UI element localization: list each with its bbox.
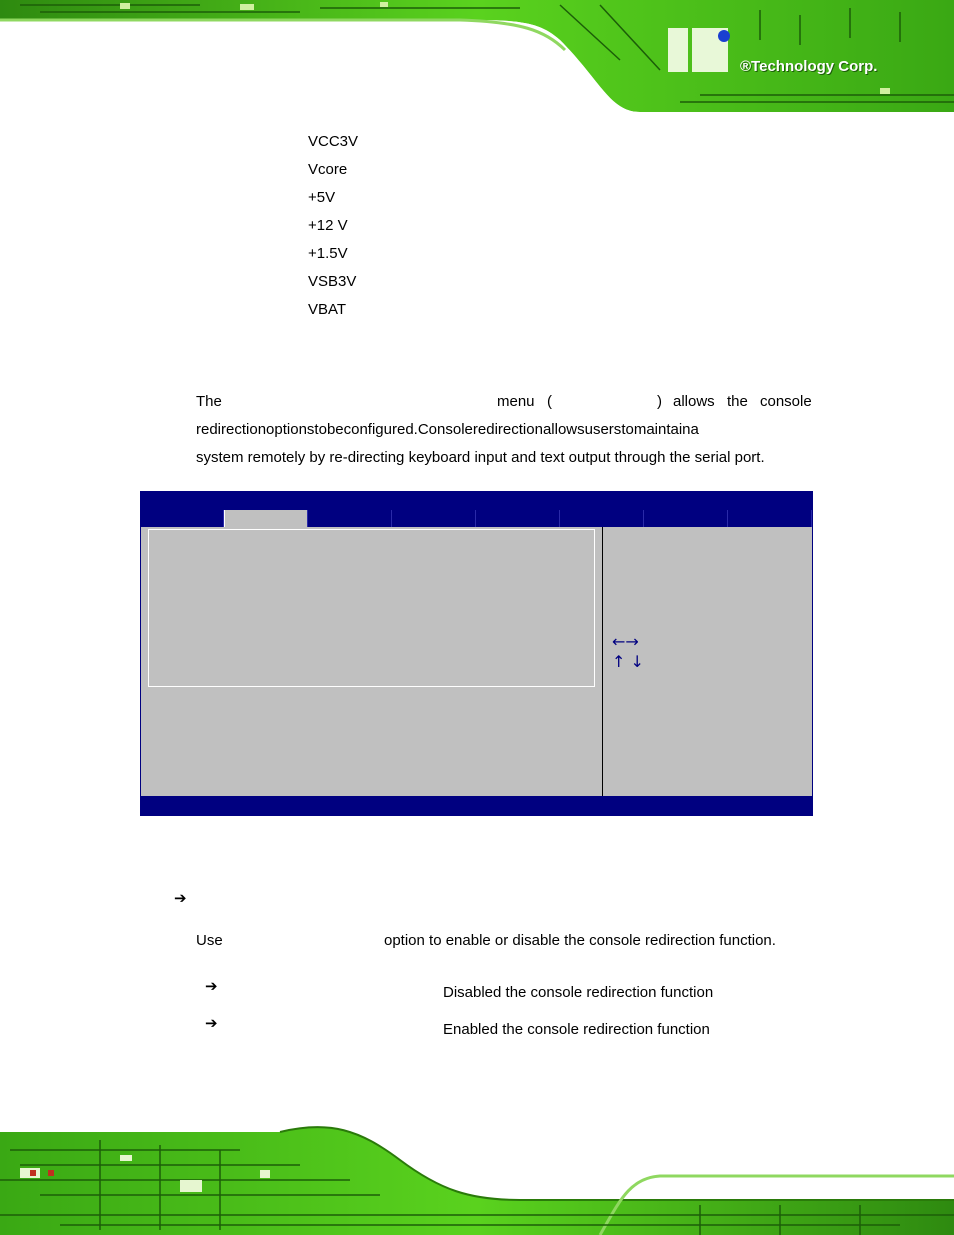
header-banner: [0, 0, 954, 112]
intro-paren-close: ): [657, 393, 662, 410]
intro-word: redirection: [472, 421, 543, 438]
intro-line2-text: [196, 416, 814, 444]
intro-allows: allows: [673, 393, 715, 410]
intro-line2: [196, 416, 814, 444]
bios-tab[interactable]: [141, 510, 224, 527]
voltage-item: Vcore: [308, 161, 348, 178]
intro-line3: system remotely by re-directing keyboard input and text output through the serial port.: [196, 449, 765, 466]
intro-the: The: [196, 393, 222, 410]
setting-description: Enabled the console redirection function: [443, 1021, 710, 1038]
setting-arrow-icon: ➔: [205, 977, 218, 995]
bios-tab[interactable]: [560, 510, 644, 527]
bios-tab[interactable]: [728, 510, 812, 527]
footer-banner: [0, 1120, 954, 1235]
bios-tab[interactable]: [308, 510, 392, 527]
intro-paren-open: (: [547, 393, 552, 410]
intro-word: allows: [542, 421, 585, 438]
bullet-arrow-icon: ➔: [174, 889, 187, 907]
bios-title-bar: [141, 492, 812, 510]
left-right-arrow-icon: ←→: [612, 632, 639, 651]
intro-word: options: [266, 421, 315, 438]
bios-tab[interactable]: [476, 510, 560, 527]
bios-tab[interactable]: [644, 510, 728, 527]
setting-arrow-icon: ➔: [205, 1014, 218, 1032]
setting-description: Disabled the console redirection function: [443, 984, 714, 1001]
intro-word: redirection: [196, 421, 267, 438]
intro-word: be: [326, 421, 344, 438]
intro-the2: the: [727, 393, 748, 410]
bios-tab-active[interactable]: [224, 510, 308, 527]
intro-word: users: [584, 421, 622, 438]
intro-word: Console: [417, 421, 473, 438]
bios-main-panel: [141, 527, 603, 797]
use-text: Use: [196, 932, 223, 949]
voltage-item: +5V: [308, 189, 336, 206]
voltage-item: VBAT: [308, 301, 347, 318]
bios-status-bar: [141, 796, 812, 815]
up-down-arrow-icon: ↑ ↓: [612, 652, 644, 671]
intro-word: a: [690, 421, 699, 438]
use-description: option to enable or disable the console redirection function.: [384, 932, 776, 949]
intro-word: maintain: [633, 421, 691, 438]
intro-console: console: [760, 393, 812, 410]
voltage-item: VSB3V: [308, 273, 357, 290]
bios-menu-bar: [141, 510, 812, 527]
intro-word: to: [314, 421, 327, 438]
intro-word: to: [621, 421, 634, 438]
voltage-item: +1.5V: [308, 245, 348, 262]
bios-tab[interactable]: [392, 510, 476, 527]
company-name: ®Technology Corp.: [740, 58, 878, 75]
bios-help-panel: [604, 527, 812, 797]
voltage-item: +12 V: [308, 217, 348, 234]
intro-menu: menu: [497, 393, 535, 410]
bios-options-box: [148, 529, 595, 687]
voltage-item: VCC3V: [308, 133, 359, 150]
intro-word: configured.: [343, 421, 418, 438]
bios-screen: [140, 491, 813, 816]
